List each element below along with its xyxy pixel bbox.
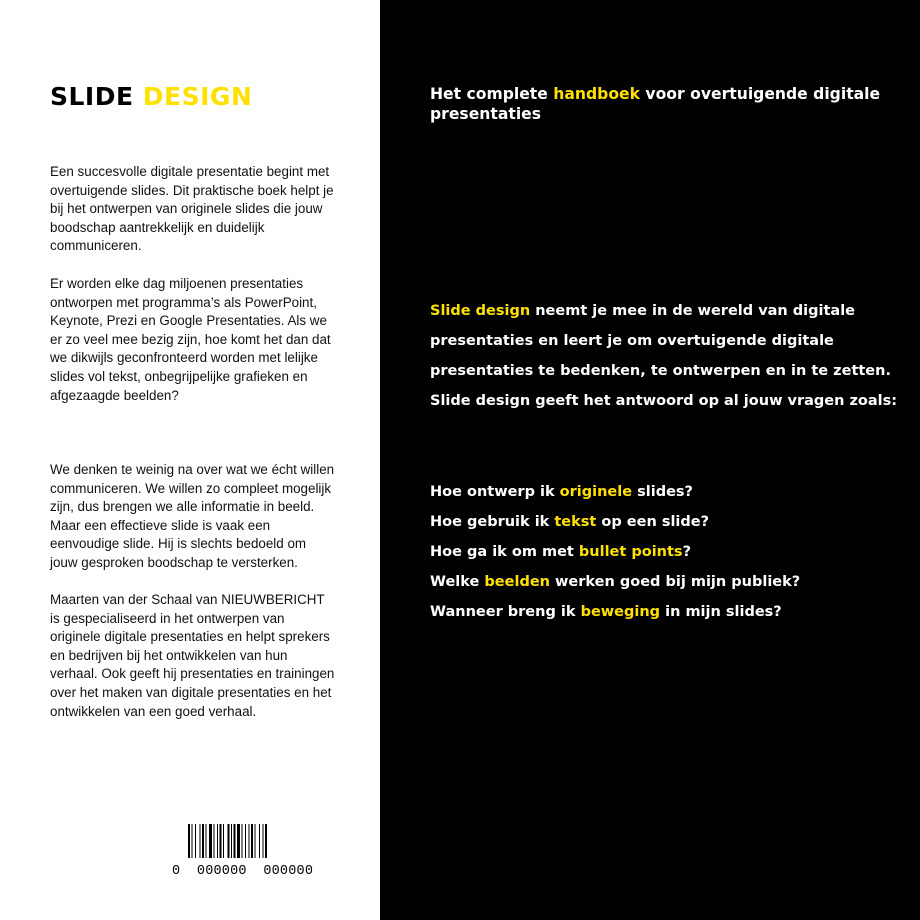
back-cover-left-panel <box>0 0 380 920</box>
question-item <box>430 507 900 537</box>
author-name: Maarten van der Schaal <box>50 592 193 607</box>
barcode-number: 0 000000 000000 <box>172 864 314 879</box>
question-item <box>430 567 900 597</box>
question-highlight: originele <box>559 484 633 500</box>
author-bio: van NIEUWBERICHT is gespecialiseerd in het ontwerpen van originele digitale presentaties en helpt sprekers en bedrijven bij het ontwikkelen van hun verhaal. Ook geeft hij presentaties en trainingen over het maken van digitale presentaties en het ontwikkelen van een goed verhaal. <box>50 592 335 719</box>
question-item <box>430 537 900 567</box>
book-title <box>50 83 252 111</box>
tagline-part-2: voor overtuigende digitale presentaties <box>430 85 881 123</box>
author-paragraph <box>50 591 335 721</box>
blurb-text: neemt je mee in de wereld van digitale presentaties en leert je om overtuigende digitale presentaties te bedenken, te ontwerpen en in te zetten. Slide design geeft het antwoord op al jouw vragen zoals: <box>430 303 898 409</box>
question-text: Welke <box>430 574 485 590</box>
problem-paragraph: Er worden elke dag miljoenen presentaties ontworpen met programma’s als PowerPoint, Keynote, Prezi en Google Presentaties. Als we er zo veel mee bezig zijn, hoe komt het dan dat we dikwijls geconfronteerd worden met lelijke slides vol tekst, onbegrijpelijke grafieken en afgezaagde beelden? <box>50 276 331 403</box>
question-item <box>430 597 900 627</box>
solution-paragraph: We denken te weinig na over wat we écht willen communiceren. We willen zo compleet mogelijk zijn, dus brengen we alle informatie in beeld. Maar een effectieve slide is vaak een eenvoudige slide. Hij is slechts bedoeld om jouw gesproken boodschap te versterken. <box>50 462 335 570</box>
question-item <box>430 477 900 507</box>
barcode-bars <box>188 824 306 858</box>
question-text: op een slide? <box>596 514 710 530</box>
question-text: in mijn slides? <box>660 604 782 620</box>
question-list <box>430 477 900 627</box>
question-text: Hoe ontwerp ik <box>430 484 560 500</box>
book-title-word-1: SLIDE <box>50 82 143 111</box>
back-cover-right-panel <box>380 0 920 920</box>
question-highlight: beelden <box>484 574 550 590</box>
tagline <box>430 84 900 124</box>
blurb-highlight: Slide design <box>430 303 531 319</box>
book-title-word-2: DESIGN <box>142 82 253 111</box>
question-text: Hoe ga ik om met <box>430 544 579 560</box>
tagline-highlight: handboek <box>553 85 640 103</box>
question-text: slides? <box>632 484 693 500</box>
question-text: ? <box>682 544 691 560</box>
question-highlight: beweging <box>580 604 661 620</box>
question-text: werken goed bij mijn publiek? <box>549 574 801 590</box>
intro-paragraph: Een succesvolle digitale presentatie begint met overtuigende slides. Dit praktische boek helpt je bij het ontwerpen van originele slides die jouw boodschap aantrekkelijk en duidelijk communiceren. <box>50 164 334 254</box>
blurb-paragraph <box>430 296 910 416</box>
question-highlight: tekst <box>554 514 597 530</box>
question-text: Wanneer breng ik <box>430 604 581 620</box>
question-text: Hoe gebruik ik <box>430 514 555 530</box>
question-highlight: bullet points <box>578 544 683 560</box>
tagline-part-1: Het complete <box>430 85 554 103</box>
barcode <box>172 824 320 884</box>
